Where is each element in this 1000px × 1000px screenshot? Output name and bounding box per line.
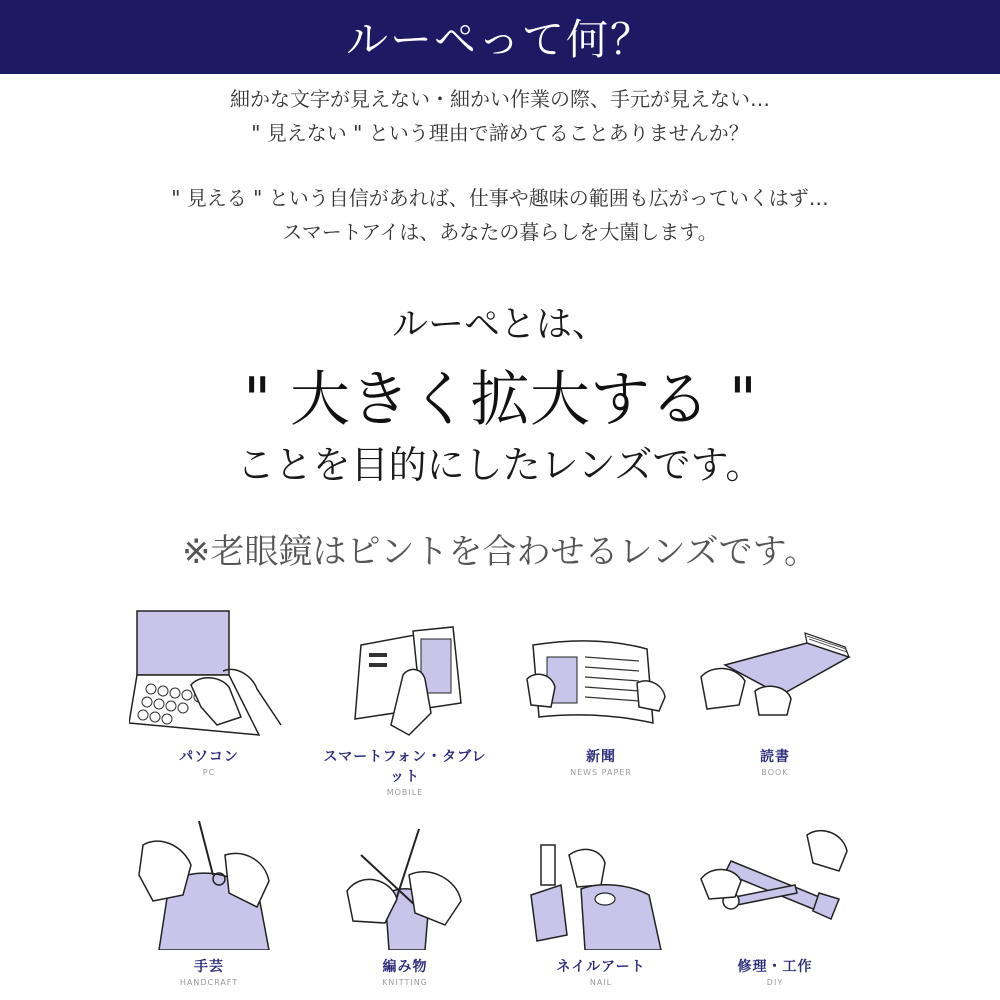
knitting-icon [325,815,485,950]
use-case-diy [690,815,860,987]
use-case-label: スマートフォン・タブレット [323,749,487,785]
intro-text-2 [0,181,1000,249]
use-case-sublabel: BOOK [761,768,789,777]
use-case-sublabel: MOBILE [386,788,424,797]
banner-title: ルーペって何？ [345,15,654,64]
definition-line-3: ことを目的にしたレンズです。 [236,443,764,487]
nail-polish-icon [521,815,681,950]
intro-text-1 [0,82,1000,150]
use-case-sublabel: PC [202,768,216,777]
use-case-knitting [320,815,490,987]
intro-line: " 見えない " という理由で諦めてることありませんか？ [251,121,749,145]
use-case-mobile [320,605,490,797]
page-banner [0,0,1000,74]
use-case-sublabel: HANDCRAFT [179,978,239,987]
definition-note: ※老眼鏡はピントを合わせるレンズです。 [182,532,818,572]
intro-line: スマートアイは、あなたの暮らしを大薗します。 [282,220,718,244]
laptop-typing-icon [129,605,289,740]
use-case-handcraft [124,815,294,987]
use-case-sublabel: NEWS PAPER [570,768,632,777]
use-case-pc [124,605,294,777]
use-case-sublabel: NAIL [589,978,613,987]
book-icon [695,605,855,740]
tools-icon [695,815,855,950]
definition-emphasis: " 大きく拡大する " [243,365,757,435]
use-case-sublabel: KNITTING [382,978,428,987]
smartphone-icon [325,605,485,740]
use-case-nail [516,815,686,987]
use-case-label: 新聞 [586,749,616,765]
newspaper-icon [521,605,681,740]
definition-line-1: ルーペとは、 [391,304,608,345]
use-case-label: ネイルアート [556,959,646,975]
use-case-label: 修理・工作 [737,959,813,975]
use-case-newspaper [516,605,686,777]
use-case-label: 読書 [760,749,790,765]
use-case-grid [0,605,1000,1000]
handcraft-icon [129,815,289,950]
intro-line: 細かな文字が見えない・細かい作業の際、手元が見えない… [230,87,770,111]
use-case-label: 編み物 [382,959,428,975]
use-case-label: 手芸 [194,959,224,975]
intro-line: " 見える " という自信があれば、仕事や趣味の範囲も広がっていくはず… [171,186,829,210]
use-case-label: パソコン [179,749,239,765]
use-case-book [690,605,860,777]
use-case-sublabel: DIY [766,978,784,987]
